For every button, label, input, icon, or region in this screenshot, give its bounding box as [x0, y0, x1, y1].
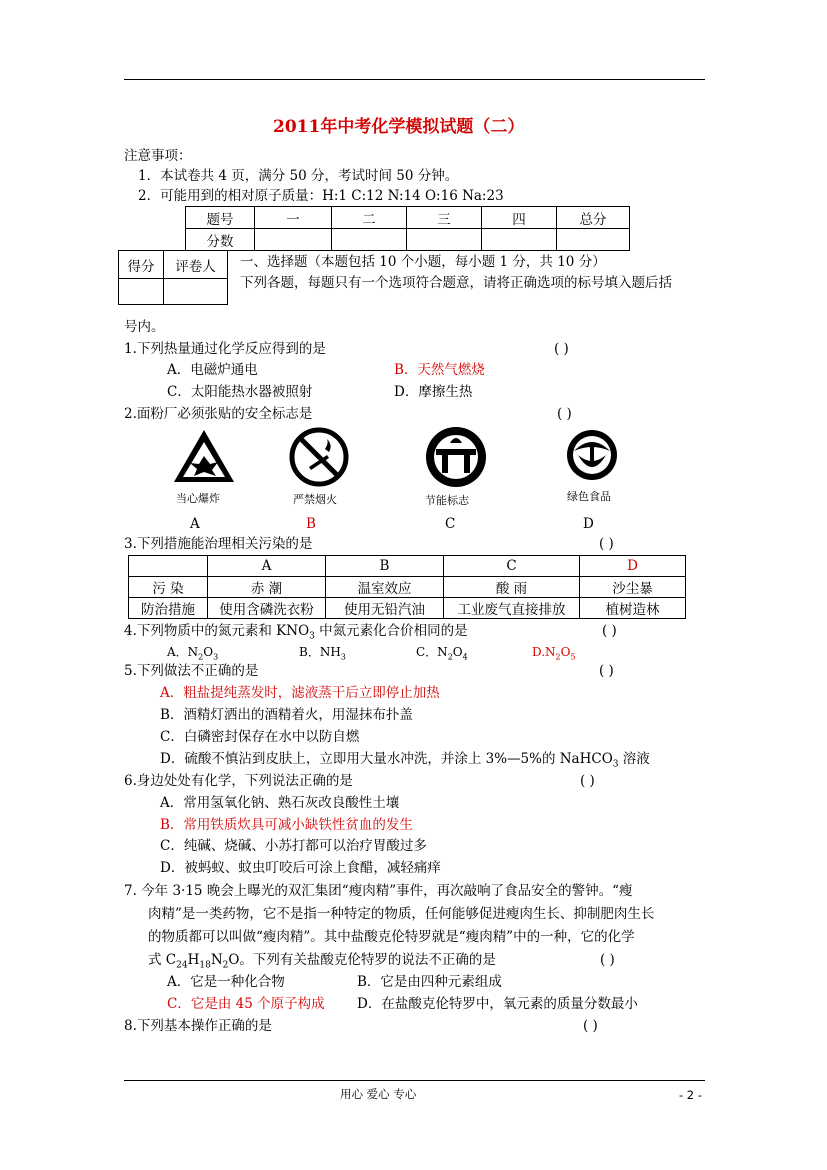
q4-stem-text-post: 中氮元素化合价相同的是 — [314, 623, 468, 639]
q4-a-mid: O — [203, 645, 214, 659]
q5-d-text: D．硫酸不慎沾到皮肤上，立即用大量水冲洗，并涂上 3%—5%的 NaHCO — [160, 751, 613, 767]
q3-table-cell: 工业废气直接排放 — [444, 598, 580, 619]
q2-icon-b-label: 严禁烟火 — [293, 493, 337, 506]
score-cell[interactable] — [332, 229, 407, 251]
q4-stem-sub: 3 — [309, 631, 315, 642]
q5-d-sub: 3 — [612, 759, 619, 770]
q2-option-c: C — [445, 516, 456, 532]
q5-answer-paren[interactable]: ( ) — [599, 663, 614, 679]
q3-table-header-b: B — [326, 556, 444, 577]
green-food-icon — [564, 427, 620, 483]
q4-c-text: C．N — [416, 645, 448, 659]
q8-stem: 8.下列基本操作正确的是 — [124, 1018, 272, 1034]
q4-c-mid: O — [452, 645, 463, 659]
q8-answer-paren[interactable]: ( ) — [583, 1018, 598, 1034]
q6-option-b: B．常用铁质炊具可减小缺铁性贫血的发生 — [160, 817, 413, 833]
score-header-cell: 一 — [255, 207, 332, 229]
energy-saving-icon — [422, 423, 490, 491]
q2-option-d: D — [583, 516, 594, 532]
q3-table-cell: 污 染 — [129, 577, 208, 598]
score-cell[interactable] — [255, 229, 332, 251]
q7-option-b: B．它是由四种元素组成 — [357, 974, 502, 990]
q2-option-a: A — [190, 516, 200, 532]
q7-option-a: A．它是一种化合物 — [167, 974, 285, 990]
q4-c-sub: 2 — [447, 652, 453, 662]
q4-stem-text: 4.下列物质中的氮元素和 KNO — [124, 623, 310, 639]
q7-stem-text-post: O。下列有关盐酸克伦特罗的说法不正确的是 — [228, 952, 496, 968]
q3-table-cell: 温室效应 — [326, 577, 444, 598]
q3-answer-paren[interactable]: ( ) — [599, 536, 614, 552]
score-cell[interactable] — [557, 229, 630, 251]
section1-instruction-cont: 号内。 — [124, 319, 165, 335]
score-header-cell: 题号 — [186, 207, 255, 229]
q3-table-cell: 沙尘暴 — [580, 577, 686, 598]
score-header-cell: 四 — [482, 207, 557, 229]
q4-a-sub: 3 — [213, 652, 219, 662]
q5-option-a: A．粗盐提纯蒸发时，滤液蒸干后立即停止加热 — [160, 685, 440, 701]
q6-option-d: D．被蚂蚁、蚊虫叮咬后可涂上食醋，减轻痛痒 — [160, 860, 441, 876]
q1-option-b: B．天然气燃烧 — [394, 362, 485, 378]
q7-stem-line-3: 的物质都可以叫做“瘦肉精”。其中盐酸克伦特罗就是“瘦肉精”中的一种，它的化学 — [148, 929, 635, 945]
q4-d-sub: 5 — [570, 652, 576, 662]
page-title: 2011年中考化学模拟试题（二） — [273, 117, 525, 137]
q6-answer-paren[interactable]: ( ) — [580, 773, 595, 789]
grader-score-cell[interactable] — [119, 279, 164, 305]
q1-stem: 1.下列热量通过化学反应得到的是 — [124, 341, 326, 357]
q4-d-mid: O — [560, 645, 571, 659]
q7-answer-paren[interactable]: ( ) — [600, 952, 615, 968]
q1-option-d: D．摩擦生热 — [394, 384, 473, 400]
q5-d-text-post: 溶液 — [618, 751, 650, 767]
q3-stem: 3.下列措施能治理相关污染的是 — [124, 536, 313, 552]
q3-table-header-empty — [129, 556, 208, 577]
q4-a-text: A．N — [167, 645, 199, 659]
q3-table-header-a: A — [208, 556, 326, 577]
q7-formula-sub: 24 — [176, 960, 188, 971]
score-header-cell: 二 — [332, 207, 407, 229]
grader-table — [118, 250, 228, 305]
q4-b-sub: 3 — [340, 652, 346, 662]
q2-stem: 2.面粉厂必须张贴的安全标志是 — [124, 406, 313, 422]
q3-table-cell: 使用含磷洗衣粉 — [208, 598, 326, 619]
page-number: - 2 - — [679, 1088, 702, 1102]
score-table — [185, 206, 630, 251]
q7-formula-sub: 18 — [199, 960, 211, 971]
grader-score-label: 得分 — [119, 251, 164, 279]
grader-name-cell[interactable] — [164, 279, 228, 305]
q5-stem: 5.下列做法不正确的是 — [124, 663, 259, 679]
header-rule — [124, 79, 705, 80]
no-fire-icon — [287, 425, 351, 489]
q4-option-c — [416, 642, 468, 667]
q3-table-header-d: D — [580, 556, 686, 577]
q3-table-cell: 使用无铅汽油 — [326, 598, 444, 619]
q7-formula-text: N — [210, 952, 223, 968]
notes-line-1: 1．本试卷共 4 页，满分 50 分，考试时间 50 分钟。 — [138, 168, 459, 184]
q5-option-c: C．白磷密封保存在水中以防自燃 — [160, 729, 360, 745]
explosion-warning-icon — [170, 426, 238, 488]
notes-heading: 注意事项： — [124, 148, 192, 164]
q7-formula-text: H — [187, 952, 200, 968]
q2-icon-a-label: 当心爆炸 — [176, 492, 220, 505]
q3-table-header-c: C — [444, 556, 580, 577]
q3-table — [128, 555, 686, 619]
q3-table-cell: 赤 潮 — [208, 577, 326, 598]
score-header-cell: 总分 — [557, 207, 630, 229]
footer-motto: 用心 爱心 专心 — [340, 1087, 417, 1101]
q3-table-cell: 植树造林 — [580, 598, 686, 619]
q1-option-a: A．电磁炉通电 — [167, 362, 258, 378]
q5-option-b: B．酒精灯洒出的酒精着火，用湿抹布扑盖 — [160, 707, 413, 723]
q4-d-text: D.N — [532, 645, 556, 659]
q2-icon-d-label: 绿色食品 — [567, 490, 611, 503]
notes-line-2: 2．可能用到的相对原子质量：H:1 C:12 N:14 O:16 Na:23 — [138, 188, 504, 204]
q2-answer-paren[interactable]: ( ) — [557, 406, 572, 422]
q7-formula-sub: 2 — [222, 960, 229, 971]
score-cell[interactable] — [407, 229, 482, 251]
score-cell[interactable] — [482, 229, 557, 251]
q7-option-c: C．它是由 45 个原子构成 — [167, 996, 325, 1012]
footer-rule — [124, 1080, 705, 1081]
q3-table-cell: 酸 雨 — [444, 577, 580, 598]
q7-stem-line-1: 7. 今年 3·15 晚会上曝光的双汇集团“瘦肉精”事件，再次敲响了食品安全的警钟。“瘦 — [124, 883, 633, 899]
q7-stem-line-2: 肉精”是一类药物，它不是指一种特定的物质，任何能够促进瘦肉生长、抑制肥肉生长 — [148, 906, 655, 922]
section1-title: 一、选择题（本题包括 10 个小题，每小题 1 分，共 10 分） — [240, 254, 606, 270]
q4-b-text: B．NH — [299, 645, 341, 659]
q2-option-b: B — [306, 516, 316, 532]
q1-answer-paren[interactable]: ( ) — [554, 341, 569, 357]
q1-option-c: C．太阳能热水器被照射 — [167, 384, 313, 400]
score-header-cell: 三 — [407, 207, 482, 229]
section1-instruction: 下列各题，每题只有一个选项符合题意，请将正确选项的标号填入题后括 — [240, 275, 672, 291]
q4-answer-paren[interactable]: ( ) — [602, 623, 617, 639]
q4-d-sub: 2 — [555, 652, 561, 662]
score-row-label: 分数 — [186, 229, 255, 251]
q4-c-sub: 4 — [462, 652, 468, 662]
q4-option-d — [532, 642, 576, 667]
q3-table-cell: 防治措施 — [129, 598, 208, 619]
q6-stem: 6.身边处处有化学，下列说法正确的是 — [124, 773, 353, 789]
q4-option-b — [299, 642, 346, 667]
q7-option-d: D．在盐酸克伦特罗中，氧元素的质量分数最小 — [357, 996, 638, 1012]
grader-name-label: 评卷人 — [164, 251, 228, 279]
q4-a-sub: 2 — [198, 652, 204, 662]
q6-option-a: A．常用氢氧化钠、熟石灰改良酸性土壤 — [160, 795, 400, 811]
q7-formula-text: 式 C — [148, 952, 177, 968]
q2-icon-c-label: 节能标志 — [425, 494, 469, 507]
q6-option-c: C．纯碱、烧碱、小苏打都可以治疗胃酸过多 — [160, 838, 427, 854]
